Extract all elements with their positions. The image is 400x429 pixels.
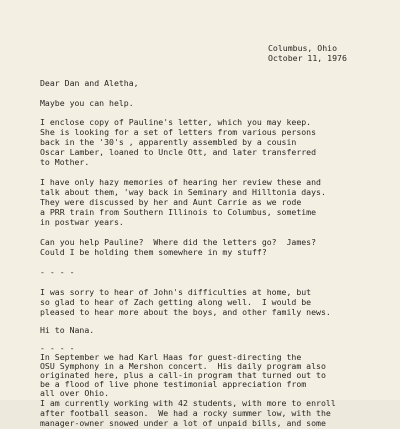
paragraph-line: a PRR train from Southern Illinois to Columbus, sometime xyxy=(40,207,317,217)
paragraph-line: in postwar years. xyxy=(40,217,124,227)
paragraph-line: I enclose copy of Pauline's letter, which you may keep. xyxy=(40,117,312,127)
paragraph-line: pleased to hear more about the boys, and other family news. xyxy=(40,307,331,317)
paragraph-line: They were discussed by her and Aunt Carrie as we rode xyxy=(40,197,302,207)
paragraph-line: all over Ohio. xyxy=(40,388,110,398)
paragraph-line: Oscar Lamber, loaned to Uncle Ott, and later transferred xyxy=(40,147,317,157)
paragraph-line: to Mother. xyxy=(40,157,90,167)
paragraph-line: I was sorry to hear of John's difficulties at home, but xyxy=(40,287,312,297)
paragraph-line: In September we had Karl Haas for guest-directing the xyxy=(40,352,302,362)
paragraph-line: OSU Symphony in a Mershon concert. His daily program also xyxy=(40,361,326,371)
letter-place: Columbus, Ohio xyxy=(268,43,338,53)
paragraph-line: I have only hazy memories of hearing her review these and xyxy=(40,177,321,187)
paragraph-line: originated here, plus a call-in program that turned out to xyxy=(40,370,326,380)
paragraph-line: Can you help Pauline? Where did the letters go? James? xyxy=(40,237,317,247)
paragraph-maybe-help: Maybe you can help. xyxy=(40,98,134,108)
paragraph-line: so glad to hear of Zach getting along well. I would be xyxy=(40,297,312,307)
paragraph-hi-nana: Hi to Nana. xyxy=(40,325,95,335)
paragraph-line: Could I be holding them somewhere in my stuff? xyxy=(40,247,267,257)
paragraph-line: manager-owner snowed under a lot of unpaid bills, and some xyxy=(40,418,326,428)
paragraph-line: back in the '30's , apparently assembled by a cousin xyxy=(40,137,297,147)
section-separator: - - - - xyxy=(40,267,75,277)
paragraph-line: after football season. We had a rocky summer low, with the xyxy=(40,408,331,418)
paragraph-line: I am currently working with 42 students, with more to enroll xyxy=(40,398,336,408)
letter-salutation: Dear Dan and Aletha, xyxy=(40,78,139,88)
paragraph-line: talk about them, 'way back in Seminary and Hilltonia days. xyxy=(40,187,326,197)
paragraph-line: She is looking for a set of letters from various persons xyxy=(40,127,317,137)
paragraph-line: be a flood of live phone testimonial appreciation from xyxy=(40,379,307,389)
letter-date: October 11, 1976 xyxy=(268,53,347,63)
section-separator: - - - - xyxy=(40,343,75,353)
